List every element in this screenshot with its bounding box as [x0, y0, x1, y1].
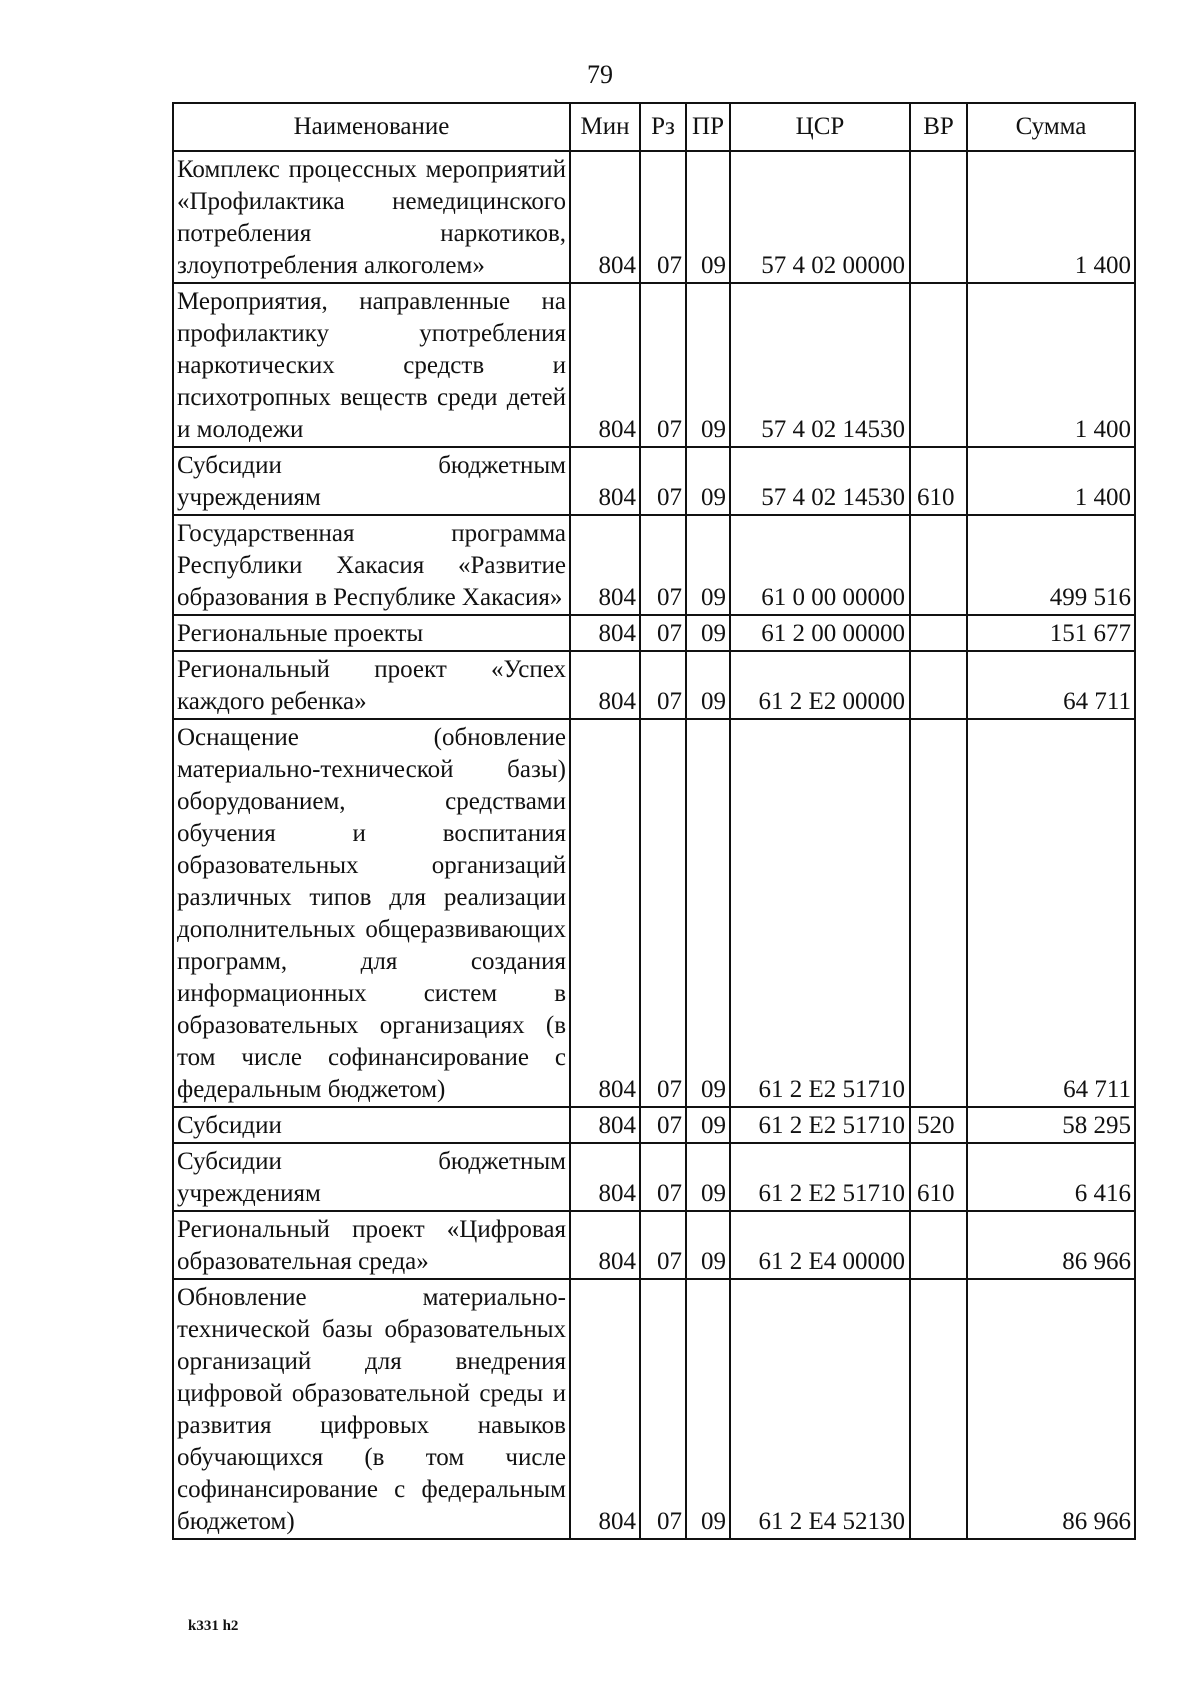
header-csr: ЦСР [730, 103, 910, 151]
row-rz: 07 [640, 447, 686, 515]
header-sum: Сумма [967, 103, 1135, 151]
row-rz: 07 [640, 1279, 686, 1539]
row-sum: 1 400 [967, 283, 1135, 447]
row-vr [910, 615, 967, 651]
row-sum: 499 516 [967, 515, 1135, 615]
row-rz: 07 [640, 651, 686, 719]
table-row [173, 283, 1135, 447]
header-pr: ПР [686, 103, 730, 151]
row-min: 804 [570, 615, 640, 651]
row-name: Оснащение (обновление материально-технической базы) оборудованием, средствами обучения и воспитания образовательных организаций различных типов для реализации дополнительных общеразвивающих программ, для создания информационных систем в образовательных организациях (в том числе софинансирование с федеральным бюджетом) [173, 719, 570, 1107]
row-csr: 61 2 E2 51710 [730, 719, 910, 1107]
header-name: Наименование [173, 103, 570, 151]
row-vr [910, 651, 967, 719]
row-min: 804 [570, 719, 640, 1107]
row-vr [910, 1279, 967, 1539]
row-vr [910, 719, 967, 1107]
row-min: 804 [570, 651, 640, 719]
table-row [173, 615, 1135, 651]
row-vr: 610 [910, 1143, 967, 1211]
row-pr: 09 [686, 719, 730, 1107]
row-sum: 86 966 [967, 1211, 1135, 1279]
table-row [173, 1279, 1135, 1539]
header-rz: Рз [640, 103, 686, 151]
row-name: Региональный проект «Успех каждого ребенка» [173, 651, 570, 719]
row-name: Субсидии бюджетным учреждениям [173, 1143, 570, 1211]
row-min: 804 [570, 447, 640, 515]
row-sum: 86 966 [967, 1279, 1135, 1539]
row-vr [910, 1211, 967, 1279]
table-row [173, 151, 1135, 283]
table-row [173, 447, 1135, 515]
row-vr [910, 515, 967, 615]
row-name: Региональный проект «Цифровая образовательная среда» [173, 1211, 570, 1279]
row-min: 804 [570, 283, 640, 447]
header-row [173, 103, 1135, 151]
row-min: 804 [570, 151, 640, 283]
row-vr: 520 [910, 1107, 967, 1143]
row-sum: 151 677 [967, 615, 1135, 651]
row-name: Обновление материально-технической базы образовательных организаций для внедрения цифровой образовательной среды и развития цифровых навыков обучающихся (в том числе софинансирование с федеральным бюджетом) [173, 1279, 570, 1539]
row-rz: 07 [640, 151, 686, 283]
row-csr: 61 2 E2 51710 [730, 1143, 910, 1211]
row-csr: 61 2 E4 00000 [730, 1211, 910, 1279]
table-row [173, 719, 1135, 1107]
row-sum: 64 711 [967, 719, 1135, 1107]
row-min: 804 [570, 1279, 640, 1539]
row-vr [910, 151, 967, 283]
row-rz: 07 [640, 283, 686, 447]
row-csr: 61 2 00 00000 [730, 615, 910, 651]
row-min: 804 [570, 1107, 640, 1143]
row-name: Мероприятия, направленные на профилактику употребления наркотических средств и психотропных веществ среди детей и молодежи [173, 283, 570, 447]
row-sum: 58 295 [967, 1107, 1135, 1143]
row-name: Субсидии бюджетным учреждениям [173, 447, 570, 515]
table-row [173, 515, 1135, 615]
table-row [173, 1107, 1135, 1143]
row-pr: 09 [686, 1107, 730, 1143]
row-pr: 09 [686, 1143, 730, 1211]
row-rz: 07 [640, 1211, 686, 1279]
header-min: Мин [570, 103, 640, 151]
row-rz: 07 [640, 719, 686, 1107]
row-pr: 09 [686, 447, 730, 515]
row-csr: 57 4 02 00000 [730, 151, 910, 283]
row-sum: 1 400 [967, 447, 1135, 515]
row-pr: 09 [686, 615, 730, 651]
row-rz: 07 [640, 515, 686, 615]
row-name: Региональные проекты [173, 615, 570, 651]
row-csr: 61 2 E2 51710 [730, 1107, 910, 1143]
row-vr: 610 [910, 447, 967, 515]
row-sum: 1 400 [967, 151, 1135, 283]
row-vr [910, 283, 967, 447]
row-pr: 09 [686, 651, 730, 719]
row-csr: 57 4 02 14530 [730, 447, 910, 515]
row-pr: 09 [686, 1279, 730, 1539]
row-name: Государственная программа Республики Хакасия «Развитие образования в Республике Хакасия» [173, 515, 570, 615]
page-number: 79 [587, 60, 613, 89]
footer-code: k331 h2 [188, 1618, 239, 1634]
budget-table [172, 102, 1136, 1540]
row-csr: 61 0 00 00000 [730, 515, 910, 615]
row-sum: 64 711 [967, 651, 1135, 719]
row-pr: 09 [686, 1211, 730, 1279]
row-sum: 6 416 [967, 1143, 1135, 1211]
row-rz: 07 [640, 615, 686, 651]
row-min: 804 [570, 515, 640, 615]
table-row [173, 1211, 1135, 1279]
row-rz: 07 [640, 1143, 686, 1211]
row-min: 804 [570, 1211, 640, 1279]
row-csr: 61 2 E4 52130 [730, 1279, 910, 1539]
table-row [173, 1143, 1135, 1211]
row-csr: 61 2 E2 00000 [730, 651, 910, 719]
row-pr: 09 [686, 515, 730, 615]
table-row [173, 651, 1135, 719]
header-vr: ВР [910, 103, 967, 151]
row-pr: 09 [686, 283, 730, 447]
row-csr: 57 4 02 14530 [730, 283, 910, 447]
row-name: Комплекс процессных мероприятий «Профилактика немедицинского потребления наркотиков, злоупотребления алкоголем» [173, 151, 570, 283]
row-rz: 07 [640, 1107, 686, 1143]
row-min: 804 [570, 1143, 640, 1211]
row-name: Субсидии [173, 1107, 570, 1143]
row-pr: 09 [686, 151, 730, 283]
